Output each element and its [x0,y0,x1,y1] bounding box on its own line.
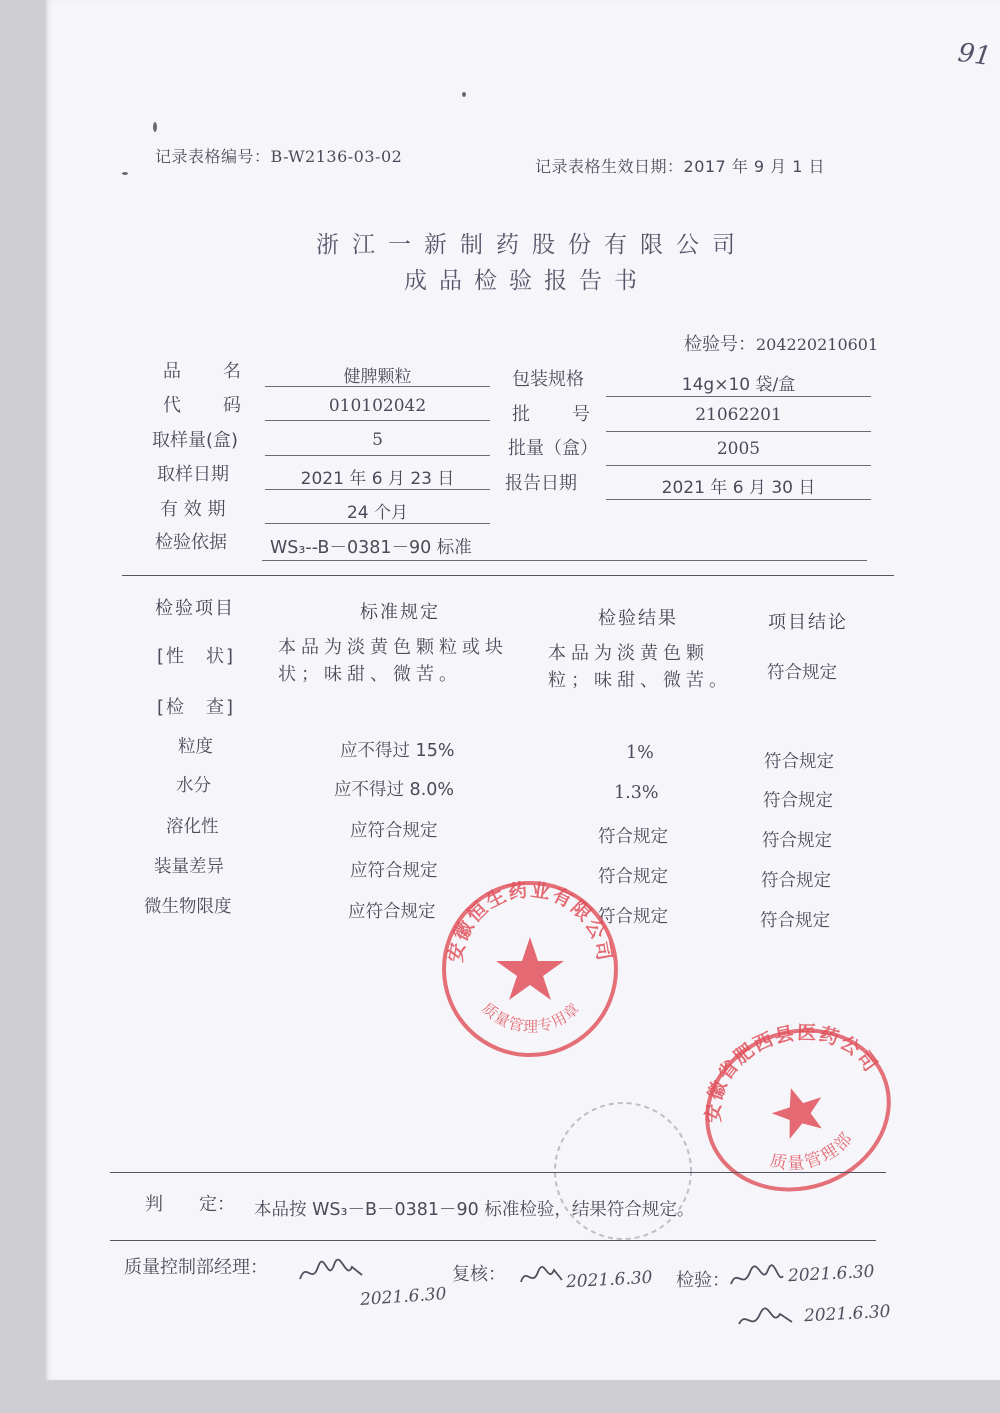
product-name-label: 品 名 [163,361,243,382]
row-standard: 应符合规定 [350,861,438,881]
stamp2-bottom-text: 质量管理部 [767,1127,858,1175]
row-standard: 应符合规定 [348,902,436,922]
sample-qty: 5 [372,430,383,450]
underline [265,420,490,421]
row-item: 装量差异 [154,857,224,877]
stamp1-bottom-text: 质量管理专用章 [478,999,584,1036]
row-conclusion: 符合规定 [760,911,830,931]
manager-signature [296,1255,366,1289]
underline [265,489,490,490]
judgement-label: 判 定： [145,1194,235,1215]
row-standard: 应不得过 8.0% [334,780,455,800]
appearance-result: 本品为淡黄色颗粒；味甜、微苦。 [548,643,732,691]
judgement-bottom-rule [110,1240,876,1241]
underline [265,523,490,524]
header-conclusion: 项目结论 [768,612,848,633]
row-conclusion: 符合规定 [762,831,832,851]
effective-date: 2017 年 9 月 1 日 [683,157,826,176]
review-sign-date: 2021.6.30 [565,1267,653,1293]
review-signature [518,1262,566,1292]
package-spec: 14g×10 袋/盒 [681,375,796,395]
batch-number: 21062201 [695,405,782,425]
row-conclusion: 符合规定 [763,791,833,811]
scan-speck [153,122,157,132]
basis-label: 检验依据 [155,532,227,553]
batch-no-label: 批 号 [512,404,592,425]
row-result: 1.3% [614,783,659,803]
form-number-label: 记录表格编号： [155,147,271,166]
row-conclusion: 符合规定 [761,871,831,891]
table-top-rule [122,575,894,576]
row-result: 1% [626,743,654,763]
product-code: 010102042 [328,396,427,416]
underline [262,560,867,561]
stamp2-top-text: 安徽省肥西县医药公司 [702,1021,883,1123]
faint-circle-stamp [548,1096,698,1246]
scan-speck [462,92,466,97]
underline [265,455,490,456]
underline [606,465,871,466]
star-icon [766,1080,830,1142]
scan-speck [122,172,128,175]
effective-date-line [535,154,825,177]
underline [265,386,490,387]
check-section-label: [检 查] [157,697,236,718]
appearance-conclusion: 符合规定 [767,663,837,683]
row-conclusion: 符合规定 [764,752,834,772]
underline [606,499,871,500]
row-standard: 应不得过 15% [340,741,455,761]
quality-seal-stamp [438,877,622,1061]
svg-text:质量管理专用章 [478,999,583,1036]
page-mark: 91 [956,37,994,73]
row-standard: 应符合规定 [350,821,438,841]
report-date: 2021 年 6 月 30 日 [661,478,816,498]
row-item: 溶化性 [166,817,219,837]
row-item: 水分 [176,776,211,796]
report-date-label: 报告日期 [505,473,577,494]
sample-qty-label: 取样量(盒) [152,430,239,451]
sample-date: 2021 年 6 月 23 日 [300,469,455,489]
company-title: 浙江一新制药股份有限公司 [316,232,748,258]
stamp1-top-text: 安徽恒生药业有限公司 [444,879,616,964]
review-label: 复核： [452,1264,506,1285]
row-result: 符合规定 [598,867,668,887]
star-icon [496,937,564,1000]
header-item: 检验项目 [155,598,235,619]
row-result: 符合规定 [598,827,668,847]
inspection-number: 204220210601 [756,335,879,354]
header-standard: 标准规定 [360,602,440,623]
inspection-basis: WS₃--B－0381－90 标准 [270,538,472,558]
underline [606,396,871,397]
validity-period: 24 个月 [346,503,409,523]
judgement-top-rule [110,1172,886,1173]
report-title: 成品检验报告书 [404,268,649,294]
validity-label: 有 效 期 [160,499,226,520]
judgement-text: 本品按 WS₃－B－0381－90 标准检验，结果符合规定。 [254,1200,695,1220]
code-label: 代 码 [163,395,243,416]
appearance-standard: 本品为淡黄色颗粒或块状；味甜、微苦。 [278,637,508,685]
inspect-sign-date: 2021.6.30 [787,1261,875,1287]
appearance-item: [性 状] [157,646,236,667]
batch-qty-label: 批量（盒） [508,438,598,459]
manager-sign-date: 2021.6.30 [359,1284,448,1310]
inspector-signature [728,1262,786,1294]
underline [606,431,871,432]
row-result: 符合规定 [598,907,668,927]
inspection-number-label: 检验号： [684,334,756,355]
manager-label: 质量控制部经理： [124,1257,268,1278]
product-name: 健脾颗粒 [343,367,412,387]
row-item: 粒度 [178,737,213,757]
extra-sign-date: 2021.6.30 [803,1301,891,1327]
sample-date-label: 取样日期 [157,464,229,485]
form-number: B-W2136-03-02 [270,147,403,166]
effective-date-label: 记录表格生效日期： [535,157,684,176]
inspection-number-line [684,330,878,356]
package-label: 包装规格 [512,369,584,390]
inspect-label: 检验： [676,1270,730,1291]
second-inspector-signature [736,1304,796,1336]
form-number-line [155,144,402,167]
row-item: 微生物限度 [144,897,232,917]
header-result: 检验结果 [598,608,678,629]
svg-text:质量管理部 [763,1125,863,1185]
batch-quantity: 2005 [716,439,761,459]
